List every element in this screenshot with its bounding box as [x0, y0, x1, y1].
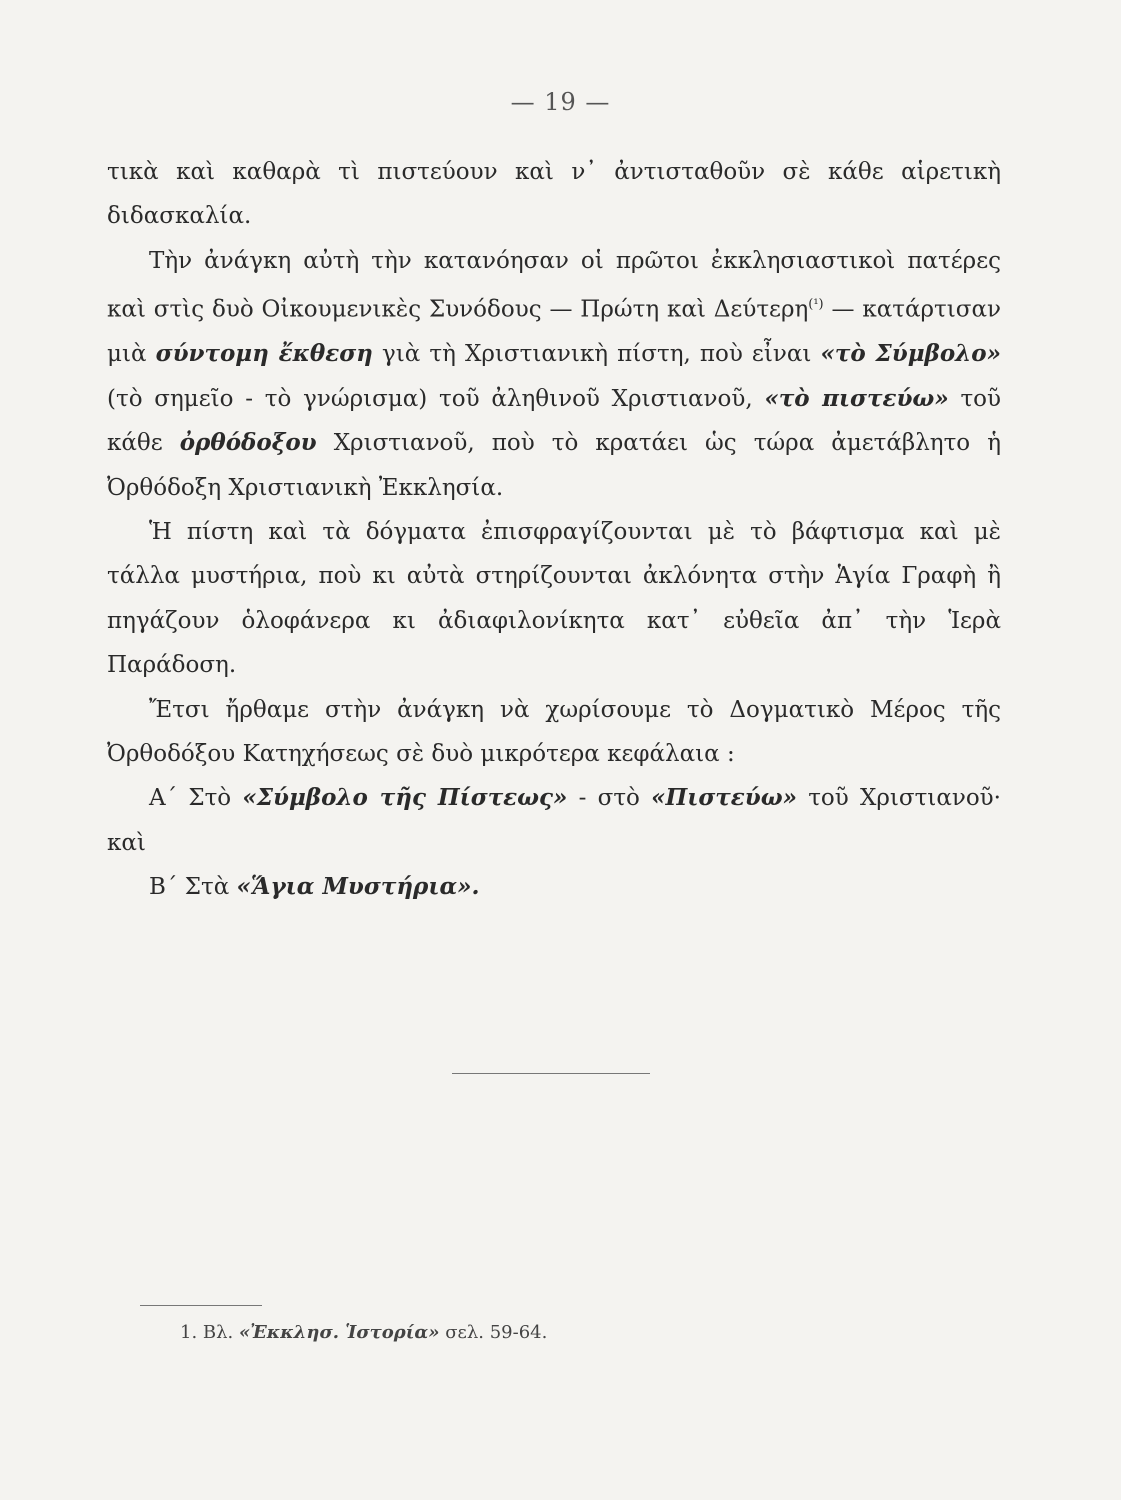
footnote-divider: [140, 1305, 262, 1306]
section-b: [107, 865, 1001, 909]
paragraph-symbol-of-faith: [107, 239, 1001, 510]
emphasis-text: «τὸ πιστεύω»: [764, 384, 949, 412]
paragraph-division: Ἔτσι ἤρθαμε στὴν ἀνάγκη νὰ χωρίσουμε τὸ Δογματικὸ Μέρος τῆς Ὀρθοδόξου Κατηχήσεως σὲ δυὸ μικρότερα κεφάλαια :: [107, 696, 1001, 767]
footnote-text: 1. Βλ.: [180, 1322, 239, 1343]
emphasis-text: «Πιστεύω»: [651, 784, 797, 812]
emphasis-text: «τὸ Σύμβολο»: [820, 340, 1001, 368]
text-run: Α΄ Στὸ: [149, 785, 243, 812]
section-a: [107, 776, 1001, 865]
text-run: Β΄ Στὰ: [149, 874, 237, 901]
text-run: τοῦ κάθε: [107, 385, 1002, 457]
emphasis-text: «Ἅγια Μυστήρια».: [236, 873, 480, 901]
text-run: Τὴν ἀνάγκη αὐτὴ τὴν κατανόησαν οἱ πρῶτοι ἐκκλησιαστικοὶ πατέρες καὶ στὶς δυὸ Οἰκουμενικὲς Συνόδους — Πρώτη καὶ Δεύτερη: [107, 247, 1001, 323]
emphasis-text: ὀρθόδοξου: [179, 429, 317, 457]
footnote: [180, 1322, 547, 1343]
footnote-emphasis: «Ἐκκλησ. Ἱστορία»: [238, 1322, 440, 1343]
footnote-text: σελ. 59-64.: [439, 1322, 548, 1343]
text-run: γιὰ τὴ Χριστιανικὴ πίστη, ποὺ εἶναι: [372, 341, 821, 368]
text-run: — κατάρτισαν μιὰ: [107, 296, 1002, 368]
paragraph-continuation: τικὰ καὶ καθαρὰ τὶ πιστεύουν καὶ ν᾽ ἀντισταθοῦν σὲ κάθε αἱρετικὴ διδασκαλία.: [107, 159, 1001, 230]
text-run: Χριστιανοῦ, ποὺ τὸ κρατάει ὡς τώρα ἀμετάβλητο ἡ Ὀρθόδοξη Χριστιανικὴ Ἐκκλησία.: [107, 430, 1001, 501]
footnote-reference: (¹): [808, 297, 824, 313]
text-run: - στὸ: [567, 785, 652, 812]
section-divider: [452, 1073, 650, 1074]
emphasis-text: «Σύμβολο τῆς Πίστεως»: [242, 784, 568, 812]
page-number: — 19 —: [510, 88, 611, 116]
text-run: (τὸ σημεῖο - τὸ γνώρισμα) τοῦ ἀληθινοῦ Χριστιανοῦ,: [107, 385, 765, 412]
paragraph-faith-and-dogmas: Ἡ πίστη καὶ τὰ δόγματα ἐπισφραγίζουνται μὲ τὸ βάφτισμα καὶ μὲ τάλλα μυστήρια, ποὺ κι αὐτὰ στηρίζουνται ἀκλόνητα στὴν Ἁγία Γραφὴ ἢ πηγάζουν ὁλοφάνερα κι ἀδιαφιλονίκητα κατ᾽ εὐθεῖα ἀπ᾽ τὴν Ἱερὰ Παράδοση.: [107, 518, 1001, 679]
body-text: [107, 150, 1001, 910]
text-run: τοῦ Χριστιανοῦ· καὶ: [107, 785, 1001, 856]
emphasis-text: σύντομη ἔκθεση: [155, 340, 373, 368]
